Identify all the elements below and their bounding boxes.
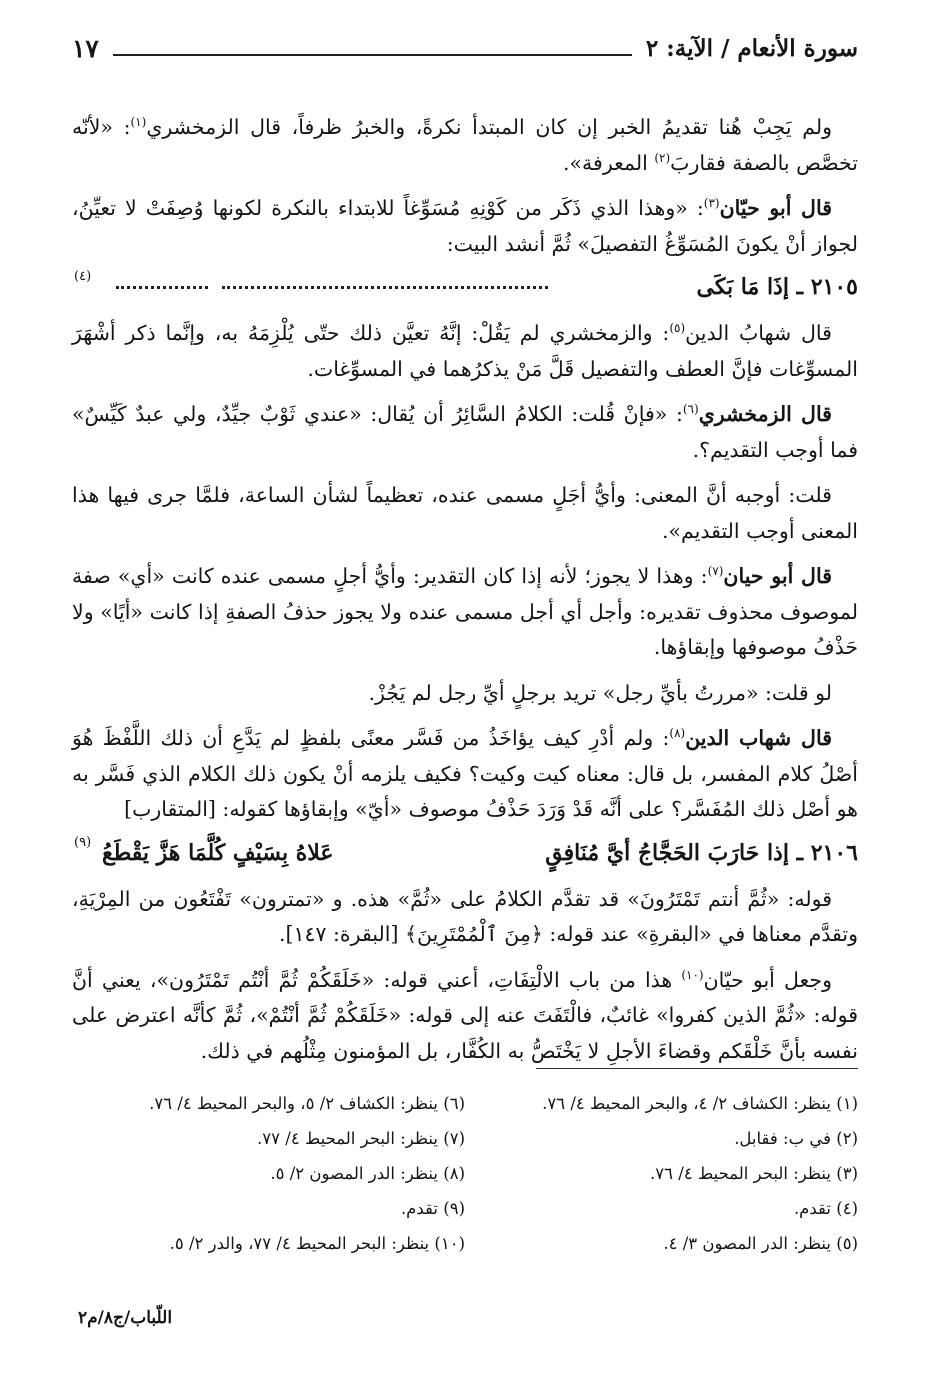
paragraph-3 — [72, 316, 858, 387]
paragraph-2 — [72, 191, 858, 262]
footnote-marker: (٢) — [654, 150, 671, 165]
book-page — [72, 30, 858, 1350]
footnote-marker: (٣) — [703, 196, 720, 211]
paragraph-6 — [72, 559, 858, 666]
footnote-separator — [536, 1068, 858, 1069]
verse-2106 — [72, 834, 858, 868]
paragraph-text: : ولم أدْرِ كيف يؤاخَذُ من فَسَّر معنًى بلفظٍ لم يَدَّعِ أن ذلك اللَّفْظَ هُوَ أصْلُ كلام المفسر، بل قال: معناه كيت وكيت؟ فكيف يلزمه أنْ يكون ذلك الكلام الذي فَسَّر به هو أصْل ذلك المُفَسَّر؟ على أنَّه قَدْ وَرَدَ حَذْفُ موصوف «أيّ» وإبقاؤها كقوله: [المتقارب] — [72, 726, 858, 821]
paragraph-text: : وهذا لا يجوز؛ لأنه إذا كان التقدير: وأيُّ أجلٍ مسمى عنده كانت «أي» صفة لموصوف محذوف تقديره: وأجل أي أجل مسمى عنده ولا يجوز حذفُ الصفةِ إذا كانت «أيًا» ولا حَذْفُ موصوفها وإبقاؤها. — [72, 564, 858, 659]
paragraph-text: قلت: أوجبه أنَّ المعنى: وأيُّ أجَلٍ مسمى عنده، تعظيماً لشأن الساعة، فلمَّا جرى فيها هذا المعنى أوجب التقديم». — [72, 483, 858, 543]
footnote: (٨) ينظر: الدر المصون ٢/ ٥. — [270, 1164, 465, 1183]
verse-hemistich: ٢١٠٥ ـ إذَا مَا بَكَى — [696, 274, 858, 300]
paragraph-text: ولم يَجِبْ هُنا تقديمُ الخبر إن كان المبتدأ نكرةً، والخبرُ ظرفاً، قال الزمخشري — [146, 115, 832, 139]
paragraph-5 — [72, 478, 858, 549]
paragraph-8 — [72, 721, 858, 828]
footnote: (٣) ينظر: البحر المحيط ٤/ ٧٦. — [650, 1164, 858, 1183]
paragraph-text: المعرفة». — [562, 150, 655, 175]
page-number: ١٧ — [72, 33, 99, 63]
main-text — [72, 110, 858, 1079]
paragraph-text: : «وهذا الذي ذَكَر من كَوْنِهِ مُسَوِّغاً للابتداء بالنكرة لكونها وُصِفَتْ لا تعيِّنُ، لجواز أنْ يكونَ المُسَوِّغُ التفصيلَ» ثُمَّ أنشد البيت: — [72, 196, 858, 256]
footnote-marker: (٥) — [669, 321, 686, 336]
footnote-marker: (٧) — [707, 564, 724, 579]
speaker-label: قال الزمخشري — [698, 402, 832, 426]
paragraph-text: لو قلت: «مررتُ بأيِّ رجل» تريد برجلٍ أيِّ رجل لم يَجُزْ. — [368, 680, 832, 705]
paragraph-text: : «لأنّه تخصَّص بالصفة فقاربَ — [72, 115, 858, 175]
paragraph-text: وجعل أبو حيّان — [703, 967, 832, 992]
footnote: (٤) تقدم. — [793, 1199, 858, 1218]
verse-hemistich-first: ٢١٠٦ ـ إذا حَارَبَ الحَجَّاجُ أيَّ مُنَافِقٍ — [545, 839, 858, 866]
paragraph-9 — [72, 882, 858, 953]
paragraph-text: : «فإنْ قُلت: الكلامُ السَّائِرُ أن يُقال: «عندي ثَوْبٌ جيِّدٌ، ولي عبدٌ كَيِّسٌ» فما أوجب التقديم؟. — [72, 402, 858, 462]
speaker-label: قال أبو حيّان — [719, 196, 833, 220]
footnote: (٦) ينظر: الكشاف ٢/ ٥، والبحر المحيط ٤/ ٧٦. — [149, 1094, 465, 1113]
verse-hemistich-second: عَلاهُ بِسَيْفٍ كُلَّمَا هَزَّ يَقْطَعُ — [102, 839, 334, 866]
speaker-label: قال شهاب الدين — [685, 726, 832, 750]
surah-title: سورة الأنعام / الآية: ٢ — [645, 34, 858, 62]
paragraph-text: قال شهابُ الدين — [685, 321, 832, 345]
footnote-marker: (٤) — [74, 269, 92, 284]
elided-verse-dots — [116, 286, 208, 289]
speaker-label: قال أبو حيان — [723, 564, 832, 588]
elided-verse-dots — [222, 286, 548, 289]
footnote: (٩) تقدم. — [400, 1199, 465, 1218]
footnote-marker: (٨) — [669, 726, 686, 741]
verse-2105 — [72, 269, 858, 302]
paragraph-text: هذا من باب الالْتِفَاتِ، أعني قوله: «خَلَقَكُمْ ثُمَّ أنْتُم تَمْتَرُون»، يعني أنَّ قوله: «ثُمَّ الذين كفروا» غائبٌ، فالْتَفَتَ عنه إلى قوله: «خَلَقَكُمْ ثُمَّ أنْتُمْ»، ثُمَّ كأنَّه اعترض على نفسه بأنَّ خَلْقَكم وقضاءَ الأجلِ لا يَخْتَصُّ به الكُفَّار، بل المؤمنون مِثْلُهم في ذلك. — [72, 967, 858, 1063]
paragraph-1 — [72, 110, 858, 181]
footnote: (٢) في ب: فقابل. — [734, 1129, 858, 1148]
footnote: (١) ينظر: الكشاف ٢/ ٤، والبحر المحيط ٤/ ٧٦. — [542, 1094, 858, 1113]
footnote: (١٠) ينظر: البحر المحيط ٤/ ٧٧، والدر ٢/ ٥. — [169, 1234, 465, 1253]
signature-mark: اللّباب/ج٨/م٢ — [78, 1308, 173, 1328]
footnotes — [72, 1086, 858, 1261]
paragraph-4 — [72, 397, 858, 468]
paragraph-text: : والزمخشري لم يَقُلْ: إنَّهُ تعيَّن ذلك حتّى يُلْزِمَهُ به، وإنَّما ذكر أشْهَرَ المسوِّغات فإنَّ العطف والتفصيل قَلَّ مَنْ يذكرُهما في المسوِّغات. — [72, 321, 858, 381]
footnote: (٧) ينظر: البحر المحيط ٤/ ٧٧. — [257, 1129, 465, 1148]
paragraph-text: قوله: «ثُمَّ أنتم تَمْتَرُونَ» قد تقدَّم الكلامُ على «ثُمَّ» هذه. و «تمترون» تَفْتَعُون من المِرْيَةِ، وتقدَّم معناها في «البقرةِ» عند قوله: ﴿مِنَ ٱلْمُمْتَرِينَ﴾ [البقرة: ١٤٧]. — [72, 886, 858, 946]
footnotes-left-column — [72, 1086, 465, 1261]
footnote: (٥) ينظر: الدر المصون ٣/ ٤. — [663, 1234, 858, 1253]
paragraph-7 — [72, 676, 858, 712]
footnote-marker: (١) — [130, 115, 147, 130]
footnotes-right-column — [465, 1086, 858, 1261]
footnote-marker: (١٠) — [681, 967, 704, 982]
footnote-marker: (٦) — [682, 402, 699, 417]
header-rule — [113, 54, 632, 56]
paragraph-10 — [72, 963, 858, 1070]
running-header — [72, 30, 858, 66]
footnote-marker: (٩) — [74, 834, 92, 850]
